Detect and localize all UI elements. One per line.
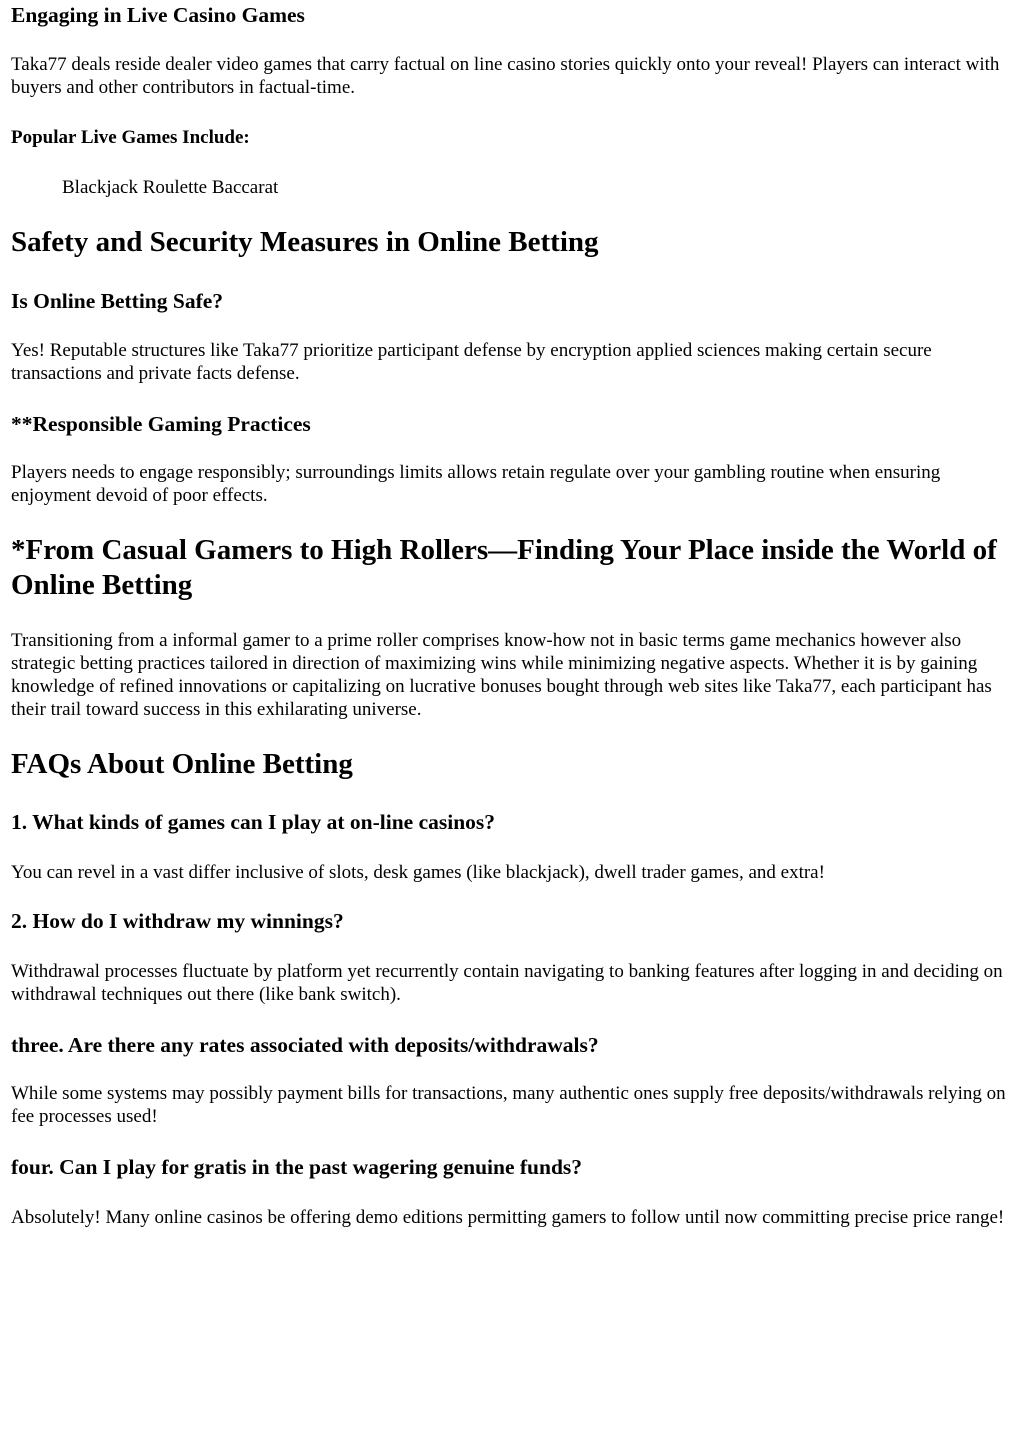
safe-heading: Is Online Betting Safe? bbox=[11, 289, 224, 313]
responsible-paragraph: Players needs to engage responsibly; surroundings limits allows retain regulate over your gambling routine when ensuring enjoyment devoid of poor effects. bbox=[11, 462, 941, 506]
faq-answer-1: You can revel in a vast differ inclusive of slots, desk games (like blackjack), dwell trader games, and extra! bbox=[11, 862, 825, 883]
faq-question-4: four. Can I play for gratis in the past wagering genuine funds? bbox=[11, 1155, 583, 1179]
faq-answer-3: While some systems may possibly payment bills for transactions, many authentic ones supply free deposits/withdrawals relying on fee processes used! bbox=[11, 1083, 1006, 1127]
popular-games-heading: Popular Live Games Include: bbox=[11, 127, 250, 148]
casual-heading: *From Casual Gamers to High Rollers—Finding Your Place inside the World of Online Betting bbox=[11, 534, 997, 601]
responsible-heading: **Responsible Gaming Practices bbox=[11, 412, 311, 436]
faq-question-1: 1. What kinds of games can I play at on-line casinos? bbox=[11, 810, 496, 834]
live-casino-heading: Engaging in Live Casino Games bbox=[11, 3, 305, 27]
safety-heading: Safety and Security Measures in Online Betting bbox=[11, 226, 599, 258]
casual-paragraph: Transitioning from a informal gamer to a prime roller comprises know-how not in basic terms game mechanics however also strategic betting practices tailored in direction of maximizing wins while minimizing negative aspects. Whether it is by gaining knowledge of refined innovations or capitalizing on lucrative bonuses bought through web sites like Taka77, each participant has their trail toward success in this exhilarating universe. bbox=[11, 630, 992, 720]
safe-paragraph: Yes! Reputable structures like Taka77 prioritize participant defense by encryption applied sciences making certain secure transactions and private facts defense. bbox=[11, 340, 932, 384]
faq-question-3: three. Are there any rates associated with deposits/withdrawals? bbox=[11, 1033, 599, 1057]
faq-answer-4: Absolutely! Many online casinos be offering demo editions permitting gamers to follow until now committing precise price range! bbox=[11, 1207, 1005, 1228]
faq-answer-2: Withdrawal processes fluctuate by platform yet recurrently contain navigating to banking features after logging in and deciding on withdrawal techniques out there (like bank switch). bbox=[11, 961, 1003, 1005]
live-casino-paragraph: Taka77 deals reside dealer video games that carry factual on line casino stories quickly onto your reveal! Players can interact with buyers and other contributors in factual-time. bbox=[11, 54, 1000, 98]
faqs-heading: FAQs About Online Betting bbox=[11, 748, 353, 780]
faq-question-2: 2. How do I withdraw my winnings? bbox=[11, 909, 344, 933]
popular-games-list: Blackjack Roulette Baccarat bbox=[62, 177, 279, 198]
